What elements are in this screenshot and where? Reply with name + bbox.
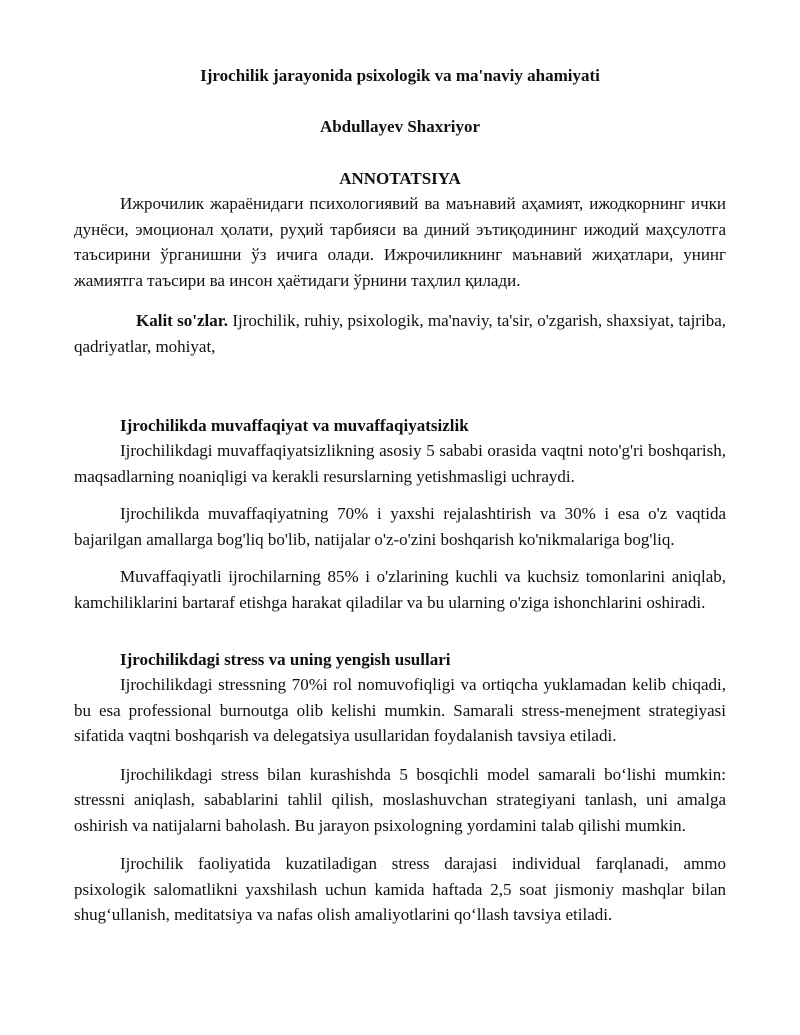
section-heading-success: Ijrochilikda muvaffaqiyat va muvaffaqiyatsizlik xyxy=(120,416,469,435)
paper-title: Ijrochilik jarayonida psixologik va ma'naviy ahamiyati xyxy=(200,66,600,85)
section-1-paragraph-1: Ijrochilikdagi muvaffaqiyatsizlikning asosiy 5 sababi orasida vaqtni noto'g'ri boshqarish, maqsadlarning noaniqligi va kerakli resurslarning yetishmasligi uchraydi. xyxy=(74,441,726,486)
section-2-paragraph-3: Ijrochilik faoliyatida kuzatiladigan stress darajasi individual farqlanadi, ammo psixologik salomatlikni yaxshilash uchun kamida haftada 2,5 soat jismoniy mashqlar bilan shug‘ullanish, meditatsiya va nafas olish amaliyotlarini qo‘llash tavsiya etiladi. xyxy=(74,854,726,924)
keywords-paragraph xyxy=(74,308,726,359)
section-1-paragraph-2: Ijrochilikda muvaffaqiyatning 70% i yaxshi rejalashtirish va 30% i esa o'z vaqtida bajarilgan amallarga bog'liq bo'lib, natijalar o'z-o'zini boshqarish ko'nikmalariga bog'liq. xyxy=(74,504,726,549)
annotation-text: Ижрочилик жараёнидаги психологиявий ва маънавий аҳамият, ижодкорнинг ички дунёси, эмоционал ҳолати, руҳий тарбияси ва диний эътиқодининг ижодий маҳсулотга таъсирини ўрганишни ўз ичига олади. Ижрочиликнинг маънавий жиҳатлари, унинг жамиятга таъсири ва инсон ҳаётидаги ўрнини таҳлил қилади. xyxy=(74,194,726,290)
keywords-text: Ijrochilik, ruhiy, psixologik, ma'naviy, ta'sir, o'zgarish, shaxsiyat, tajriba, qadriyatlar, mohiyat, xyxy=(74,311,726,356)
keywords-label: Kalit so'zlar. xyxy=(136,311,229,330)
section-1-paragraph-3: Muvaffaqiyatli ijrochilarning 85% i o'zlarining kuchli va kuchsiz tomonlarini aniqlab, kamchiliklarini bartaraf etishga harakat qiladilar va bu ularning o'ziga ishonchlarini oshiradi. xyxy=(74,567,726,612)
section-2-paragraph-1: Ijrochilikdagi stressning 70%i rol nomuvofiqligi va ortiqcha yuklamadan kelib chiqadi, bu esa professional burnoutga olib kelishi mumkin. Samarali stress-menejment strategiyasi sifatida vaqtni boshqarish va delegatsiya usullaridan foydalanish tavsiya etiladi. xyxy=(74,675,726,745)
annotation-heading: ANNOTATSIYA xyxy=(339,169,461,188)
author-name: Abdullayev Shaxriyor xyxy=(319,117,481,136)
section-heading-stress: Ijrochilikdagi stress va uning yengish usullari xyxy=(120,650,451,669)
section-2-paragraph-2: Ijrochilikdagi stress bilan kurashishda 5 bosqichli model samarali bo‘lishi mumkin: stressni aniqlash, sabablarini tahlil qilish, moslashuvchan strategiyani tanlash, uni amalga oshirish va natijalarni baholash. Bu jarayon psixologning yordamini talab qilishi mumkin. xyxy=(74,764,726,835)
